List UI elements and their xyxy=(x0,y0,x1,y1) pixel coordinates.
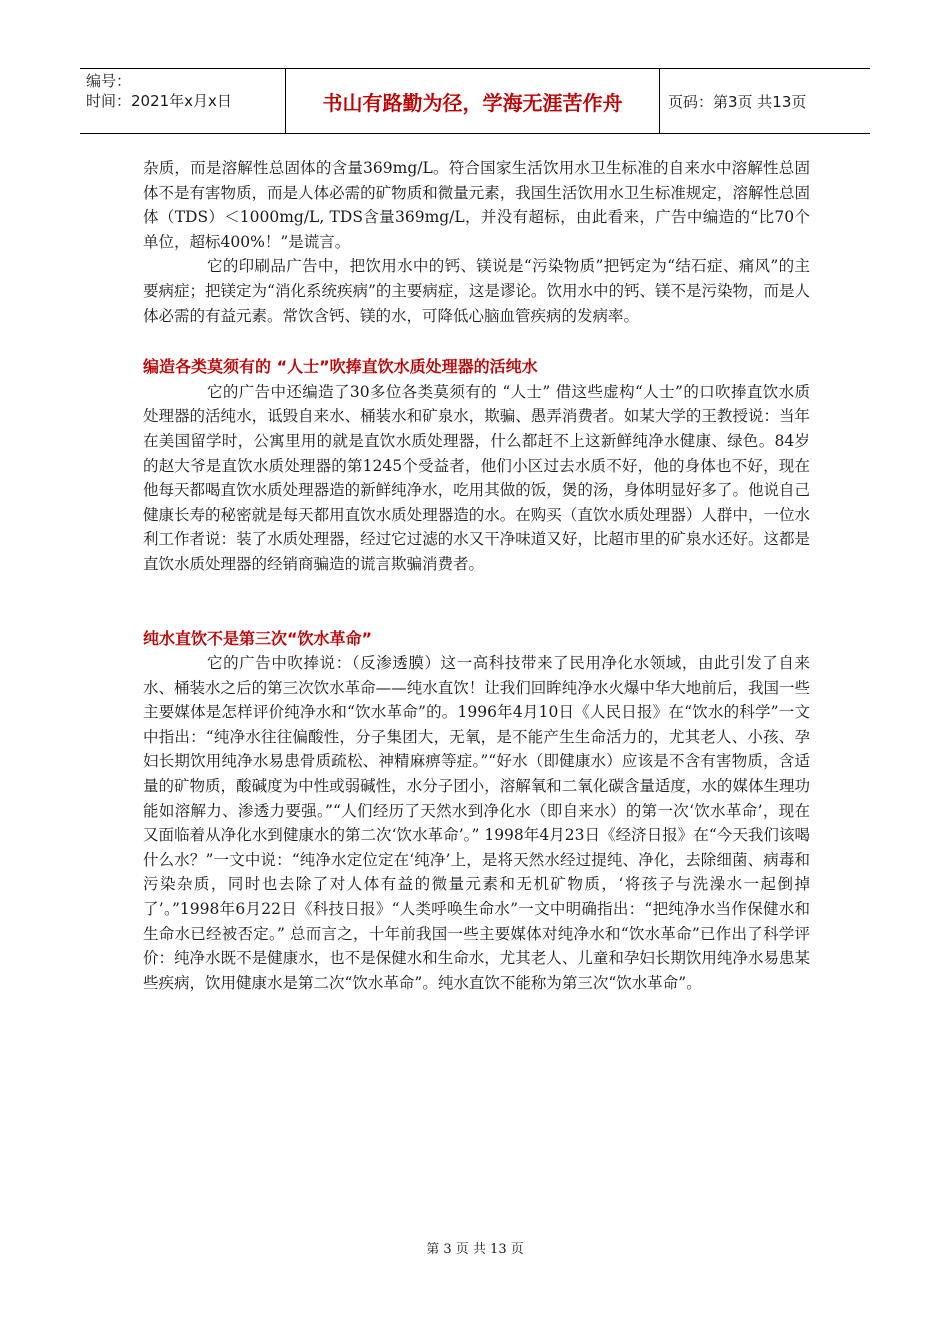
paragraph-calcium-magnesium: 它的印刷品广告中，把饮用水中的钙、镁说是“污染物质”把钙定为“结石症、痛风”的主要病症；把镁定为“消化系统疾病”的主要病症，这是谬论。饮用水中的钙、镁不是污染物，而是人体必需的有益元素。常饮含钙、镁的水，可降低心脑血管疾病的发病率。 xyxy=(143,257,810,325)
header-meta xyxy=(80,69,285,133)
section-spacer xyxy=(143,328,810,355)
header-motto: 书山有路勤为径，学海无涯苦作舟 xyxy=(285,69,660,133)
section-heading-fake-endorsements: 编造各类莫须有的 “人士”吹捧直饮水质处理器的活纯水 xyxy=(143,357,538,377)
paragraph-tds: 杂质，而是溶解性总固体的含量369mg/L。符合国家生活饮用水卫生标准的自来水中溶解性总固体不是有害物质，而是人体必需的矿物质和微量元素，我国生活饮用水卫生标准规定，溶解性总固体（TDS）＜1000mg/L, TDS含量369mg/L，并没有超标，由此看来，广告中编造的“比70个单位，超标400%！”是谎言。 xyxy=(143,159,810,251)
document-body xyxy=(143,156,810,995)
section-spacer xyxy=(143,577,810,627)
header-page-number: 页码：第3页 共13页 xyxy=(668,92,807,111)
document-number-label: 编号： xyxy=(86,72,132,90)
section-heading-water-revolution: 纯水直饮不是第三次“饮水革命” xyxy=(143,628,373,648)
page-header xyxy=(80,68,870,134)
paragraph-water-revolution: 它的广告中吹捧说：（反渗透膜）这一高科技带来了民用净化水领域，由此引发了自来水、桶装水之后的第三次饮水革命——纯水直饮！让我们回眸纯净水火爆中华大地前后，我国一些主要媒体是怎样评价纯净水和“饮水革命”的。1996年4月10日《人民日报》在“饮水的科学”一文中指出：“纯净水往往偏酸性，分子集团大，无氧，是不能产生生命活力的，尤其老人、小孩、孕妇长期饮用纯净水易患骨质疏松、神精麻痹等症。”“好水（即健康水）应该是不含有害物质，含适量的矿物质，酸碱度为中性或弱碱性，水分子团小，溶解氧和二氧化碳含量适度，水的媒体生理功能如溶解力、渗透力要强。”“人们经历了天然水到净化水（即自来水）的第一次‘饮水革命’，现在又面临着从净化水到健康水的第二次‘饮水革命’。” 1998年4月23日《经济日报》在“今天我们该喝什么水？”一文中说：“纯净水定位定在‘纯净’上，是将天然水经过提纯、净化，去除细菌、病毒和污染杂质，同时也去除了对人体有益的微量元素和无机矿物质，‘将孩子与洗澡水一起倒掉了’。”1998年6月22日《科技日报》“人类呼唤生命水”一文中明确指出：“把纯净水当作保健水和生命水已经被否定。” 总而言之，十年前我国一些主要媒体对纯净水和“饮水革命”已作出了科学评价：纯净水既不是健康水，也不是保健水和生命水，尤其老人、儿童和孕妇长期饮用纯净水易患某些疾病，饮用健康水是第二次“饮水革命”。纯水直饮不能称为第三次“饮水革命”。 xyxy=(143,654,810,992)
page-footer: 第 3 页 共 13 页 xyxy=(426,1242,524,1257)
document-date-label: 时间：2021年x月x日 xyxy=(86,92,232,110)
paragraph-fake-endorsements: 它的广告中还编造了30多位各类莫须有的 “人士” 借这些虚构“人士”的口吹捧直饮水质处理器的活纯水，诋毁自来水、桶装水和矿泉水，欺骗、愚弄消费者。如某大学的王教授说：当年在美国留学时，公寓里用的就是直饮水质处理器，什么都赶不上这新鲜纯净水健康、绿色。84岁的赵大爷是直饮水质处理器的第1245个受益者，他们小区过去水质不好，他的身体也不好，现在他每天都喝直饮水质处理器造的新鲜纯净水，吃用其做的饭，煲的汤，身体明显好多了。他说自己健康长寿的秘密就是每天都用直饮水质处理器造的水。在购买（直饮水质处理器）人群中，一位水利工作者说：装了水质处理器，经过它过滤的水又干净味道又好，比超市里的矿泉水还好。这都是直饮水质处理器的经销商骗造的谎言欺骗消费者。 xyxy=(143,382,810,573)
